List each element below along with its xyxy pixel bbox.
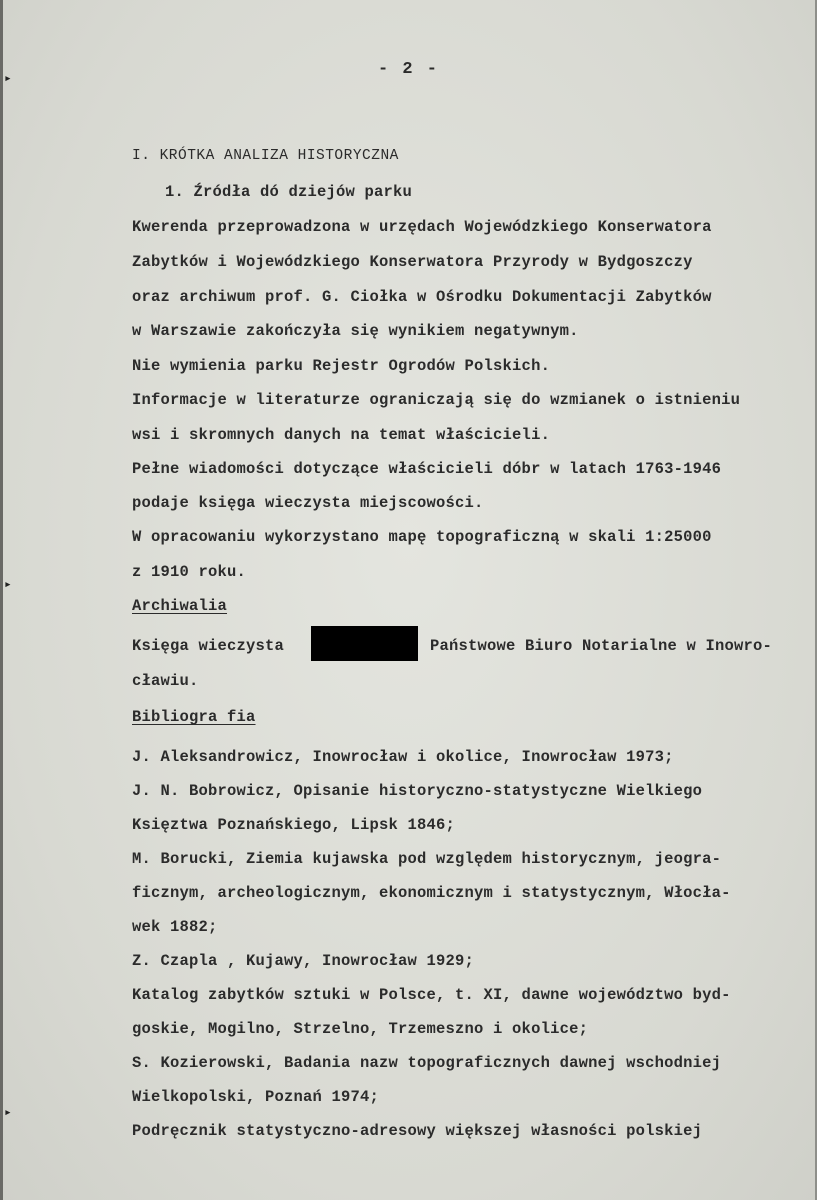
margin-mark-icon: ▸ <box>4 577 12 592</box>
redaction-block <box>311 626 418 661</box>
bibliography-line: J. N. Bobrowicz, Opisanie historyczno-statystyczne Wielkiego <box>132 782 703 800</box>
archiwalia-entry-prefix: Księga wieczysta <box>132 637 285 655</box>
bibliography-line: Księztwa Poznańskiego, Lipsk 1846; <box>132 816 456 834</box>
body-line: w Warszawie zakończyła się wynikiem negatywnym. <box>132 322 579 340</box>
body-line: podaje księga wieczysta miejscowości. <box>132 494 484 512</box>
bibliografia-heading: Bibliogra fia <box>132 708 256 726</box>
body-line: oraz archiwum prof. G. Ciołka w Ośrodku Dokumentacji Zabytków <box>132 288 712 306</box>
bibliography-line: Katalog zabytków sztuki w Polsce, t. XI, dawne województwo byd- <box>132 986 731 1004</box>
bibliography-line: S. Kozierowski, Badania nazw topograficznych dawnej wschodniej <box>132 1054 722 1072</box>
body-line: Kwerenda przeprowadzona w urzędach Wojewódzkiego Konserwatora <box>132 218 712 236</box>
archiwalia-entry-suffix: Państwowe Biuro Notarialne w Inowro- <box>430 637 773 655</box>
body-line: W opracowaniu wykorzystano mapę topograficzną w skali 1:25000 <box>132 528 712 546</box>
subsection-title: 1. Źródła dó dziejów parku <box>165 183 413 201</box>
page-number: - 2 - <box>377 60 439 79</box>
bibliography-line: J. Aleksandrowicz, Inowrocław i okolice, Inowrocław 1973; <box>132 748 674 766</box>
bibliography-line: wek 1882; <box>132 918 218 936</box>
section-title: I. KRÓTKA ANALIZA HISTORYCZNA <box>132 148 399 164</box>
bibliography-line: M. Borucki, Ziemia kujawska pod względem historycznym, jeogra- <box>132 850 722 868</box>
body-line: Nie wymienia parku Rejestr Ogrodów Polskich. <box>132 357 551 375</box>
archiwalia-heading: Archiwalia <box>132 597 228 615</box>
margin-mark-icon: ▸ <box>4 1105 12 1120</box>
left-page-edge <box>0 0 3 1200</box>
body-line: Informacje w literaturze ograniczają się do wzmianek o istnieniu <box>132 391 741 409</box>
body-line: wsi i skromnych danych na temat właścicieli. <box>132 426 551 444</box>
body-line: z 1910 roku. <box>132 563 247 581</box>
bibliography-line: goskie, Mogilno, Strzelno, Trzemeszno i okolice; <box>132 1020 589 1038</box>
body-line: Zabytków i Wojewódzkiego Konserwatora Przyrody w Bydgoszczy <box>132 253 693 271</box>
bibliography-line: Z. Czapla , Kujawy, Inowrocław 1929; <box>132 952 475 970</box>
margin-mark-icon: ▸ <box>4 71 12 86</box>
bibliography-line: ficznym, archeologicznym, ekonomicznym i statystycznym, Włocła- <box>132 884 731 902</box>
bibliography-line: Wielkopolski, Poznań 1974; <box>132 1088 380 1106</box>
archiwalia-entry-continuation: cławiu. <box>132 672 199 690</box>
body-line: Pełne wiadomości dotyczące właścicieli dóbr w latach 1763-1946 <box>132 460 722 478</box>
bibliography-line: Podręcznik statystyczno-adresowy większej własności polskiej <box>132 1122 703 1140</box>
